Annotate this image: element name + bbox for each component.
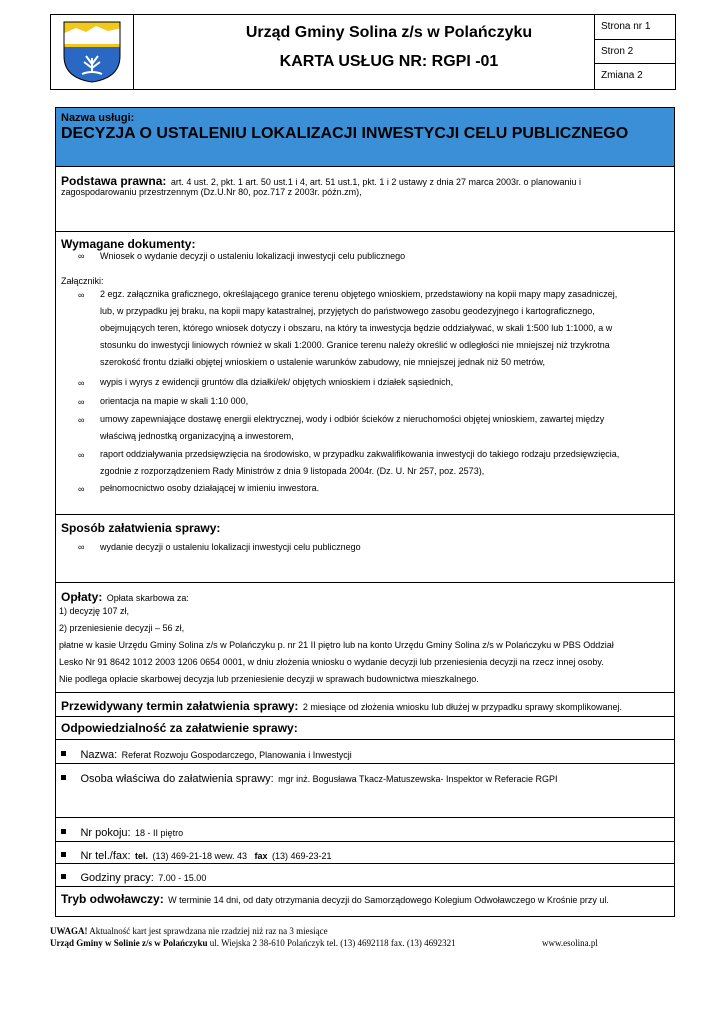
fees-intro: Opłata skarbowa za: <box>106 593 189 603</box>
header-table <box>50 14 676 90</box>
required-documents-section <box>56 232 674 515</box>
footer-address: Urząd Gminy w Solinie z/s w Polańczyku ul. Wiejska 2 38-610 Polańczyk tel. (13) 4692118 fax. (13) 4692321 www.esolina.pl <box>50 938 598 948</box>
legal-label: Podstawa prawna: <box>61 174 167 188</box>
infinity-bullet-icon: ∞ <box>78 290 85 300</box>
attachments-label: Załączniki: <box>61 276 104 286</box>
revision: Zmiana 2 <box>601 70 643 82</box>
resp-name-row <box>56 740 674 764</box>
title-cell <box>133 15 645 89</box>
square-bullet-icon <box>61 874 66 879</box>
appeal-section <box>56 887 674 916</box>
coat-of-arms-icon <box>62 20 122 84</box>
page-number: Strona nr 1 <box>595 15 675 40</box>
docs-label: Wymagane dokumenty: <box>61 237 196 251</box>
fees-section <box>56 583 674 693</box>
resp-hours-row <box>56 864 674 887</box>
handling-item: wydanie decyzji o ustaleniu lokalizacji inwestycji celu publicznego <box>100 542 361 552</box>
footer <box>50 925 680 949</box>
term-text: 2 miesiące od złożenia wniosku lub dłużej w przypadku sprawy skomplikowanej. <box>302 702 623 712</box>
service-title: DECYZJA O USTALENIU LOKALIZACJI INWESTYCJI CELU PUBLICZNEGO <box>61 125 629 142</box>
resp-tel-row <box>56 842 674 864</box>
office-title: Urząd Gminy Solina z/s w Polańczyku <box>245 24 533 41</box>
attachment-1: 2 egz. załącznika graficznego, określającego granice terenu objętego wnioskiem, przedstawiony na kopii mapy mapy zasadniczej, lub, w przypadku jej braku, na kopii mapy katastralnej, przyjętych do państwowego zasobu geodezyjnego i kartograficznego, obejmujących teren, którego wniosek dotyczy i obszaru, na który ta inwestycja będzie oddziaływać, w skali 1:500 lub 1:1000, a w stosunku do inwestycji liniowych również w skali 1:2000. Granice terenu należy określić w odległości nie mniejszej niż trzykrotna szerokość frontu działki objętej wnioskiem o ustalenie warunków zabudowy, nie mniejszej jednak niż 50 metrów, <box>100 289 618 367</box>
card-title: KARTA USŁUG NR: RGPI -01 <box>279 53 499 70</box>
infinity-bullet-icon: ∞ <box>78 415 85 425</box>
responsibility-label: Odpowiedzialność za załatwienie sprawy: <box>61 721 298 735</box>
service-card <box>55 107 675 917</box>
resp-room: Nr pokoju: 18 - II piętro <box>61 823 183 841</box>
infinity-bullet-icon: ∞ <box>78 450 85 460</box>
resp-person-row <box>56 764 674 818</box>
infinity-bullet-icon: ∞ <box>78 378 85 388</box>
attachment-2: wypis i wyrys z ewidencji gruntów dla działki/ek/ objętych wnioskiem i działek sąsiednich, <box>100 377 454 387</box>
legal-text-1: art. 4 ust. 2, pkt. 1 art. 50 ust.1 i 4, art. 51 ust.1, pkt. 1 i 2 ustawy z dnia 27 marca 2003r. o planowaniu i <box>170 177 582 187</box>
infinity-bullet-icon: ∞ <box>78 397 85 407</box>
logo-cell <box>51 15 134 89</box>
fees-details: 1) decyzję 107 zł, 2) przeniesienie decyzji – 56 zł, płatne w kasie Urzędu Gminy Solina z/s w Polańczyku p. nr 21 II piętro lub na konto Urzędu Gminy Solina z/s w Polańczyku w PBS Oddział Lesko Nr 91 8642 1012 2003 1206 0654 0001, w dniu złożenia wniosku o wydanie decyzji lub przeniesienia decyzji na rzecz innej osoby. Nie podlega opłacie skarbowej decyzja lub przeniesienie decyzji w sprawach budownictwa mieszkalnego. <box>59 606 614 684</box>
handling-section <box>56 515 674 583</box>
footer-website[interactable]: www.esolina.pl <box>542 938 598 948</box>
legal-text-2: zagospodarowaniu przestrzennym (Dz.U.Nr 80, poz.717 z 2003r. późn.zm), <box>61 187 362 197</box>
infinity-bullet-icon: ∞ <box>78 542 85 552</box>
attachment-6: pełnomocnictwo osoby działającej w imieniu inwestora. <box>100 483 320 493</box>
meta-cell <box>594 15 675 89</box>
resp-room-row <box>56 818 674 842</box>
term-line <box>61 697 622 715</box>
attachment-5: raport oddziaływania przedsięwzięcia na środowisko, w przypadku zakwalifikowania inwestycji do takiego rodzaju przedsięwzięcia, zgodnie z rozporządzeniem Rady Ministrów z dnia 9 listopada 2004r. (Dz. U. Nr 257, poz. 2573), <box>100 449 620 476</box>
term-label: Przewidywany termin załatwienia sprawy: <box>61 699 299 713</box>
resp-name: Nazwa: Referat Rozwoju Gospodarczego, Planowania i Inwestycji <box>61 745 352 763</box>
term-section <box>56 693 674 717</box>
docs-item: Wniosek o wydanie decyzji o ustaleniu lokalizacji inwestycji celu publicznego <box>100 251 406 261</box>
appeal-label: Tryb odwoławczy: <box>61 892 164 906</box>
footer-warning: UWAGA! Aktualność kart jest sprawdzana nie rzadziej niż raz na 3 miesiące <box>50 926 328 936</box>
handling-label: Sposób załatwienia sprawy: <box>61 521 221 535</box>
attachment-4: umowy zapewniające dostawę energii elektrycznej, wody i odbiór ścieków z nieruchomości objętej wnioskiem, zawartej między właściwą jednostką organizacyjną a inwestorem, <box>100 414 605 441</box>
square-bullet-icon <box>61 775 66 780</box>
resp-hours: Godziny pracy: 7.00 - 15.00 <box>61 868 206 886</box>
appeal-text: W terminie 14 dni, od daty otrzymania decyzji do Samorządowego Kolegium Odwoławczego w Krośnie przy ul. <box>168 895 609 905</box>
resp-tel: Nr tel./fax: tel. (13) 469-21-18 wew. 43 fax (13) 469-23-21 <box>61 846 332 864</box>
responsibility-header <box>56 717 674 740</box>
resp-person: Osoba właściwa do załatwienia sprawy: mgr inż. Bogusława Tkacz-Matuszewska- Inspektor w Referacie RGPI <box>61 769 558 787</box>
service-label: Nazwa usługi: <box>61 112 135 124</box>
service-name-section <box>56 108 674 167</box>
page-count: Stron 2 <box>595 40 675 65</box>
infinity-bullet-icon: ∞ <box>78 484 85 494</box>
square-bullet-icon <box>61 751 66 756</box>
infinity-bullet-icon: ∞ <box>78 251 85 261</box>
square-bullet-icon <box>61 829 66 834</box>
legal-basis-section <box>56 167 674 232</box>
attachment-3: orientacja na mapie w skali 1:10 000, <box>100 396 249 406</box>
fees-label: Opłaty: <box>61 590 103 604</box>
appeal-line <box>61 890 609 908</box>
square-bullet-icon <box>61 852 66 857</box>
